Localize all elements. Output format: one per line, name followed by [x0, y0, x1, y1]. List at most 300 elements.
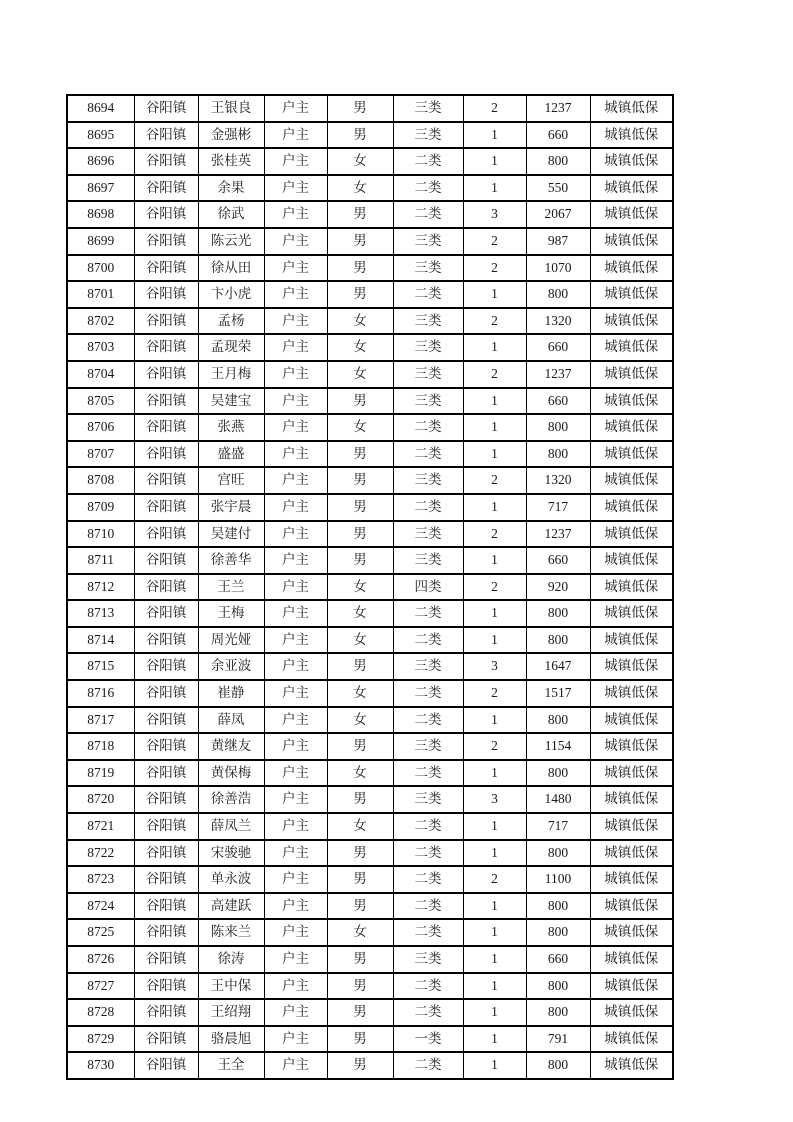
- cell-name: 金强彬: [198, 122, 264, 149]
- cell-name: 吴建宝: [198, 388, 264, 415]
- table-row: [67, 201, 673, 228]
- cell-town: 谷阳镇: [134, 840, 198, 867]
- cell-person-count: 1: [463, 1026, 526, 1053]
- cell-town: 谷阳镇: [134, 893, 198, 920]
- cell-amount: 800: [526, 973, 590, 1000]
- cell-welfare-type: 城镇低保: [590, 653, 673, 680]
- cell-person-count: 1: [463, 334, 526, 361]
- cell-town: 谷阳镇: [134, 973, 198, 1000]
- cell-name: 张桂英: [198, 148, 264, 175]
- table-row: [67, 308, 673, 335]
- cell-category: 三类: [393, 255, 463, 282]
- cell-gender: 女: [327, 600, 393, 627]
- cell-id: 8711: [67, 547, 134, 574]
- cell-name: 徐武: [198, 201, 264, 228]
- cell-id: 8701: [67, 281, 134, 308]
- cell-name: 王兰: [198, 574, 264, 601]
- cell-category: 二类: [393, 813, 463, 840]
- cell-id: 8699: [67, 228, 134, 255]
- cell-town: 谷阳镇: [134, 760, 198, 787]
- cell-relation-to-head: 户主: [264, 122, 327, 149]
- table-row: [67, 653, 673, 680]
- cell-name: 徐涛: [198, 946, 264, 973]
- cell-id: 8726: [67, 946, 134, 973]
- cell-gender: 男: [327, 494, 393, 521]
- cell-id: 8710: [67, 521, 134, 548]
- table-row: [67, 388, 673, 415]
- cell-gender: 男: [327, 228, 393, 255]
- cell-name: 卞小虎: [198, 281, 264, 308]
- cell-category: 二类: [393, 201, 463, 228]
- cell-person-count: 1: [463, 388, 526, 415]
- cell-person-count: 1: [463, 414, 526, 441]
- cell-town: 谷阳镇: [134, 334, 198, 361]
- table-row: [67, 228, 673, 255]
- cell-relation-to-head: 户主: [264, 893, 327, 920]
- cell-category: 二类: [393, 414, 463, 441]
- cell-name: 周光娅: [198, 627, 264, 654]
- cell-category: 四类: [393, 574, 463, 601]
- cell-relation-to-head: 户主: [264, 467, 327, 494]
- cell-town: 谷阳镇: [134, 467, 198, 494]
- cell-id: 8698: [67, 201, 134, 228]
- cell-town: 谷阳镇: [134, 494, 198, 521]
- cell-name: 薛凤: [198, 707, 264, 734]
- cell-id: 8717: [67, 707, 134, 734]
- cell-relation-to-head: 户主: [264, 760, 327, 787]
- cell-person-count: 1: [463, 148, 526, 175]
- cell-gender: 男: [327, 653, 393, 680]
- cell-gender: 女: [327, 308, 393, 335]
- cell-welfare-type: 城镇低保: [590, 866, 673, 893]
- cell-person-count: 2: [463, 228, 526, 255]
- cell-gender: 男: [327, 866, 393, 893]
- cell-welfare-type: 城镇低保: [590, 95, 673, 122]
- table-row: [67, 467, 673, 494]
- cell-gender: 男: [327, 999, 393, 1026]
- cell-person-count: 2: [463, 361, 526, 388]
- table-row: [67, 175, 673, 202]
- cell-person-count: 1: [463, 547, 526, 574]
- cell-name: 陈来兰: [198, 919, 264, 946]
- cell-name: 薛凤兰: [198, 813, 264, 840]
- cell-gender: 男: [327, 388, 393, 415]
- cell-relation-to-head: 户主: [264, 201, 327, 228]
- cell-amount: 1237: [526, 95, 590, 122]
- cell-id: 8702: [67, 308, 134, 335]
- cell-id: 8714: [67, 627, 134, 654]
- cell-id: 8696: [67, 148, 134, 175]
- cell-name: 孟杨: [198, 308, 264, 335]
- cell-person-count: 2: [463, 680, 526, 707]
- cell-amount: 800: [526, 414, 590, 441]
- table-row: [67, 893, 673, 920]
- cell-person-count: 1: [463, 627, 526, 654]
- cell-relation-to-head: 户主: [264, 95, 327, 122]
- cell-town: 谷阳镇: [134, 281, 198, 308]
- cell-town: 谷阳镇: [134, 1026, 198, 1053]
- cell-person-count: 2: [463, 95, 526, 122]
- cell-gender: 男: [327, 95, 393, 122]
- cell-category: 二类: [393, 627, 463, 654]
- cell-relation-to-head: 户主: [264, 813, 327, 840]
- cell-gender: 女: [327, 148, 393, 175]
- cell-town: 谷阳镇: [134, 1052, 198, 1079]
- cell-name: 王绍翔: [198, 999, 264, 1026]
- cell-person-count: 1: [463, 122, 526, 149]
- cell-amount: 800: [526, 281, 590, 308]
- cell-welfare-type: 城镇低保: [590, 441, 673, 468]
- cell-name: 崔静: [198, 680, 264, 707]
- cell-welfare-type: 城镇低保: [590, 1052, 673, 1079]
- cell-name: 宋骏驰: [198, 840, 264, 867]
- cell-town: 谷阳镇: [134, 946, 198, 973]
- cell-relation-to-head: 户主: [264, 441, 327, 468]
- cell-gender: 男: [327, 1052, 393, 1079]
- cell-name: 徐善浩: [198, 786, 264, 813]
- cell-amount: 1517: [526, 680, 590, 707]
- cell-relation-to-head: 户主: [264, 600, 327, 627]
- cell-welfare-type: 城镇低保: [590, 547, 673, 574]
- cell-amount: 1320: [526, 467, 590, 494]
- cell-person-count: 3: [463, 201, 526, 228]
- cell-name: 张燕: [198, 414, 264, 441]
- cell-amount: 717: [526, 813, 590, 840]
- cell-relation-to-head: 户主: [264, 148, 327, 175]
- cell-person-count: 3: [463, 786, 526, 813]
- cell-id: 8703: [67, 334, 134, 361]
- table-row: [67, 1026, 673, 1053]
- cell-category: 三类: [393, 467, 463, 494]
- cell-person-count: 2: [463, 255, 526, 282]
- cell-welfare-type: 城镇低保: [590, 228, 673, 255]
- cell-person-count: 1: [463, 494, 526, 521]
- cell-id: 8704: [67, 361, 134, 388]
- table-row: [67, 148, 673, 175]
- cell-category: 三类: [393, 361, 463, 388]
- cell-relation-to-head: 户主: [264, 1052, 327, 1079]
- cell-category: 三类: [393, 228, 463, 255]
- cell-town: 谷阳镇: [134, 148, 198, 175]
- cell-relation-to-head: 户主: [264, 999, 327, 1026]
- cell-gender: 男: [327, 786, 393, 813]
- cell-welfare-type: 城镇低保: [590, 255, 673, 282]
- cell-amount: 550: [526, 175, 590, 202]
- cell-relation-to-head: 户主: [264, 281, 327, 308]
- cell-welfare-type: 城镇低保: [590, 627, 673, 654]
- cell-amount: 660: [526, 334, 590, 361]
- cell-category: 三类: [393, 547, 463, 574]
- cell-relation-to-head: 户主: [264, 414, 327, 441]
- table-row: [67, 919, 673, 946]
- cell-amount: 987: [526, 228, 590, 255]
- cell-relation-to-head: 户主: [264, 175, 327, 202]
- cell-amount: 800: [526, 893, 590, 920]
- cell-town: 谷阳镇: [134, 361, 198, 388]
- cell-gender: 男: [327, 521, 393, 548]
- cell-relation-to-head: 户主: [264, 521, 327, 548]
- cell-category: 三类: [393, 334, 463, 361]
- cell-gender: 男: [327, 973, 393, 1000]
- table-row: [67, 946, 673, 973]
- cell-gender: 男: [327, 733, 393, 760]
- cell-town: 谷阳镇: [134, 786, 198, 813]
- cell-town: 谷阳镇: [134, 707, 198, 734]
- cell-town: 谷阳镇: [134, 308, 198, 335]
- table-row: [67, 1052, 673, 1079]
- table-row: [67, 786, 673, 813]
- table-row: [67, 361, 673, 388]
- cell-gender: 女: [327, 680, 393, 707]
- cell-category: 二类: [393, 494, 463, 521]
- cell-gender: 男: [327, 840, 393, 867]
- cell-town: 谷阳镇: [134, 414, 198, 441]
- table-row: [67, 707, 673, 734]
- table-row: [67, 627, 673, 654]
- cell-amount: 800: [526, 840, 590, 867]
- cell-name: 吴建付: [198, 521, 264, 548]
- cell-category: 三类: [393, 308, 463, 335]
- cell-category: 二类: [393, 441, 463, 468]
- cell-id: 8705: [67, 388, 134, 415]
- cell-gender: 女: [327, 334, 393, 361]
- cell-amount: 1320: [526, 308, 590, 335]
- cell-name: 王梅: [198, 600, 264, 627]
- cell-welfare-type: 城镇低保: [590, 281, 673, 308]
- cell-welfare-type: 城镇低保: [590, 494, 673, 521]
- cell-welfare-type: 城镇低保: [590, 733, 673, 760]
- cell-person-count: 1: [463, 893, 526, 920]
- cell-town: 谷阳镇: [134, 388, 198, 415]
- cell-relation-to-head: 户主: [264, 334, 327, 361]
- cell-amount: 800: [526, 1052, 590, 1079]
- cell-relation-to-head: 户主: [264, 1026, 327, 1053]
- cell-person-count: 1: [463, 1052, 526, 1079]
- cell-relation-to-head: 户主: [264, 653, 327, 680]
- cell-name: 王中保: [198, 973, 264, 1000]
- cell-id: 8723: [67, 866, 134, 893]
- cell-person-count: 2: [463, 733, 526, 760]
- table-row: [67, 574, 673, 601]
- cell-id: 8728: [67, 999, 134, 1026]
- cell-welfare-type: 城镇低保: [590, 201, 673, 228]
- table-body: [67, 95, 673, 1079]
- cell-id: 8727: [67, 973, 134, 1000]
- cell-gender: 女: [327, 813, 393, 840]
- cell-person-count: 1: [463, 946, 526, 973]
- cell-amount: 791: [526, 1026, 590, 1053]
- cell-relation-to-head: 户主: [264, 308, 327, 335]
- cell-category: 二类: [393, 281, 463, 308]
- cell-gender: 男: [327, 122, 393, 149]
- cell-gender: 男: [327, 281, 393, 308]
- cell-relation-to-head: 户主: [264, 866, 327, 893]
- cell-person-count: 1: [463, 919, 526, 946]
- cell-name: 王全: [198, 1052, 264, 1079]
- cell-amount: 1154: [526, 733, 590, 760]
- cell-amount: 800: [526, 148, 590, 175]
- cell-welfare-type: 城镇低保: [590, 388, 673, 415]
- cell-person-count: 1: [463, 973, 526, 1000]
- cell-amount: 1237: [526, 521, 590, 548]
- cell-amount: 2067: [526, 201, 590, 228]
- cell-gender: 男: [327, 441, 393, 468]
- cell-person-count: 1: [463, 441, 526, 468]
- cell-category: 二类: [393, 760, 463, 787]
- cell-gender: 男: [327, 255, 393, 282]
- cell-welfare-type: 城镇低保: [590, 893, 673, 920]
- cell-amount: 660: [526, 122, 590, 149]
- cell-town: 谷阳镇: [134, 521, 198, 548]
- cell-category: 三类: [393, 521, 463, 548]
- cell-amount: 1480: [526, 786, 590, 813]
- cell-id: 8715: [67, 653, 134, 680]
- cell-amount: 660: [526, 388, 590, 415]
- cell-person-count: 2: [463, 866, 526, 893]
- cell-id: 8719: [67, 760, 134, 787]
- cell-category: 三类: [393, 122, 463, 149]
- cell-amount: 660: [526, 946, 590, 973]
- cell-relation-to-head: 户主: [264, 840, 327, 867]
- cell-welfare-type: 城镇低保: [590, 308, 673, 335]
- cell-welfare-type: 城镇低保: [590, 973, 673, 1000]
- cell-welfare-type: 城镇低保: [590, 680, 673, 707]
- cell-welfare-type: 城镇低保: [590, 122, 673, 149]
- cell-amount: 717: [526, 494, 590, 521]
- cell-welfare-type: 城镇低保: [590, 840, 673, 867]
- cell-id: 8725: [67, 919, 134, 946]
- cell-relation-to-head: 户主: [264, 786, 327, 813]
- cell-town: 谷阳镇: [134, 627, 198, 654]
- cell-name: 孟现荣: [198, 334, 264, 361]
- cell-id: 8721: [67, 813, 134, 840]
- cell-gender: 男: [327, 893, 393, 920]
- cell-person-count: 1: [463, 707, 526, 734]
- table-row: [67, 441, 673, 468]
- cell-category: 二类: [393, 840, 463, 867]
- cell-id: 8729: [67, 1026, 134, 1053]
- table-row: [67, 840, 673, 867]
- cell-name: 盛盛: [198, 441, 264, 468]
- cell-id: 8712: [67, 574, 134, 601]
- cell-town: 谷阳镇: [134, 600, 198, 627]
- cell-person-count: 1: [463, 600, 526, 627]
- cell-id: 8713: [67, 600, 134, 627]
- cell-welfare-type: 城镇低保: [590, 467, 673, 494]
- table-row: [67, 281, 673, 308]
- cell-id: 8724: [67, 893, 134, 920]
- cell-town: 谷阳镇: [134, 680, 198, 707]
- cell-amount: 800: [526, 999, 590, 1026]
- cell-welfare-type: 城镇低保: [590, 707, 673, 734]
- cell-relation-to-head: 户主: [264, 733, 327, 760]
- cell-town: 谷阳镇: [134, 919, 198, 946]
- cell-id: 8706: [67, 414, 134, 441]
- cell-name: 高建跃: [198, 893, 264, 920]
- cell-amount: 920: [526, 574, 590, 601]
- cell-town: 谷阳镇: [134, 866, 198, 893]
- cell-category: 二类: [393, 866, 463, 893]
- cell-person-count: 1: [463, 760, 526, 787]
- table-row: [67, 414, 673, 441]
- cell-welfare-type: 城镇低保: [590, 334, 673, 361]
- cell-welfare-type: 城镇低保: [590, 521, 673, 548]
- table-row: [67, 813, 673, 840]
- table-row: [67, 521, 673, 548]
- cell-id: 8708: [67, 467, 134, 494]
- cell-person-count: 1: [463, 281, 526, 308]
- cell-name: 张宇晨: [198, 494, 264, 521]
- table-row: [67, 334, 673, 361]
- cell-gender: 男: [327, 946, 393, 973]
- cell-relation-to-head: 户主: [264, 228, 327, 255]
- cell-category: 二类: [393, 680, 463, 707]
- cell-id: 8700: [67, 255, 134, 282]
- cell-name: 宫旺: [198, 467, 264, 494]
- cell-town: 谷阳镇: [134, 201, 198, 228]
- cell-town: 谷阳镇: [134, 175, 198, 202]
- cell-town: 谷阳镇: [134, 547, 198, 574]
- cell-relation-to-head: 户主: [264, 574, 327, 601]
- cell-name: 余亚波: [198, 653, 264, 680]
- cell-amount: 1070: [526, 255, 590, 282]
- cell-category: 二类: [393, 999, 463, 1026]
- table-row: [67, 494, 673, 521]
- cell-amount: 1237: [526, 361, 590, 388]
- cell-town: 谷阳镇: [134, 999, 198, 1026]
- cell-name: 骆晨旭: [198, 1026, 264, 1053]
- cell-name: 陈云光: [198, 228, 264, 255]
- cell-amount: 800: [526, 627, 590, 654]
- cell-amount: 800: [526, 441, 590, 468]
- cell-relation-to-head: 户主: [264, 255, 327, 282]
- cell-name: 余果: [198, 175, 264, 202]
- cell-category: 二类: [393, 893, 463, 920]
- cell-name: 黄保梅: [198, 760, 264, 787]
- cell-welfare-type: 城镇低保: [590, 361, 673, 388]
- cell-name: 徐善华: [198, 547, 264, 574]
- cell-town: 谷阳镇: [134, 653, 198, 680]
- cell-id: 8730: [67, 1052, 134, 1079]
- cell-category: 二类: [393, 919, 463, 946]
- cell-person-count: 1: [463, 840, 526, 867]
- cell-amount: 660: [526, 547, 590, 574]
- cell-gender: 女: [327, 760, 393, 787]
- cell-gender: 女: [327, 707, 393, 734]
- cell-person-count: 2: [463, 467, 526, 494]
- table-row: [67, 680, 673, 707]
- cell-gender: 女: [327, 919, 393, 946]
- cell-category: 二类: [393, 973, 463, 1000]
- cell-welfare-type: 城镇低保: [590, 786, 673, 813]
- cell-person-count: 2: [463, 574, 526, 601]
- cell-town: 谷阳镇: [134, 574, 198, 601]
- cell-town: 谷阳镇: [134, 813, 198, 840]
- cell-welfare-type: 城镇低保: [590, 574, 673, 601]
- cell-relation-to-head: 户主: [264, 388, 327, 415]
- cell-relation-to-head: 户主: [264, 627, 327, 654]
- table-row: [67, 600, 673, 627]
- cell-relation-to-head: 户主: [264, 919, 327, 946]
- cell-id: 8694: [67, 95, 134, 122]
- cell-id: 8697: [67, 175, 134, 202]
- cell-town: 谷阳镇: [134, 441, 198, 468]
- cell-id: 8716: [67, 680, 134, 707]
- cell-name: 单永波: [198, 866, 264, 893]
- table-row: [67, 866, 673, 893]
- cell-relation-to-head: 户主: [264, 680, 327, 707]
- cell-relation-to-head: 户主: [264, 946, 327, 973]
